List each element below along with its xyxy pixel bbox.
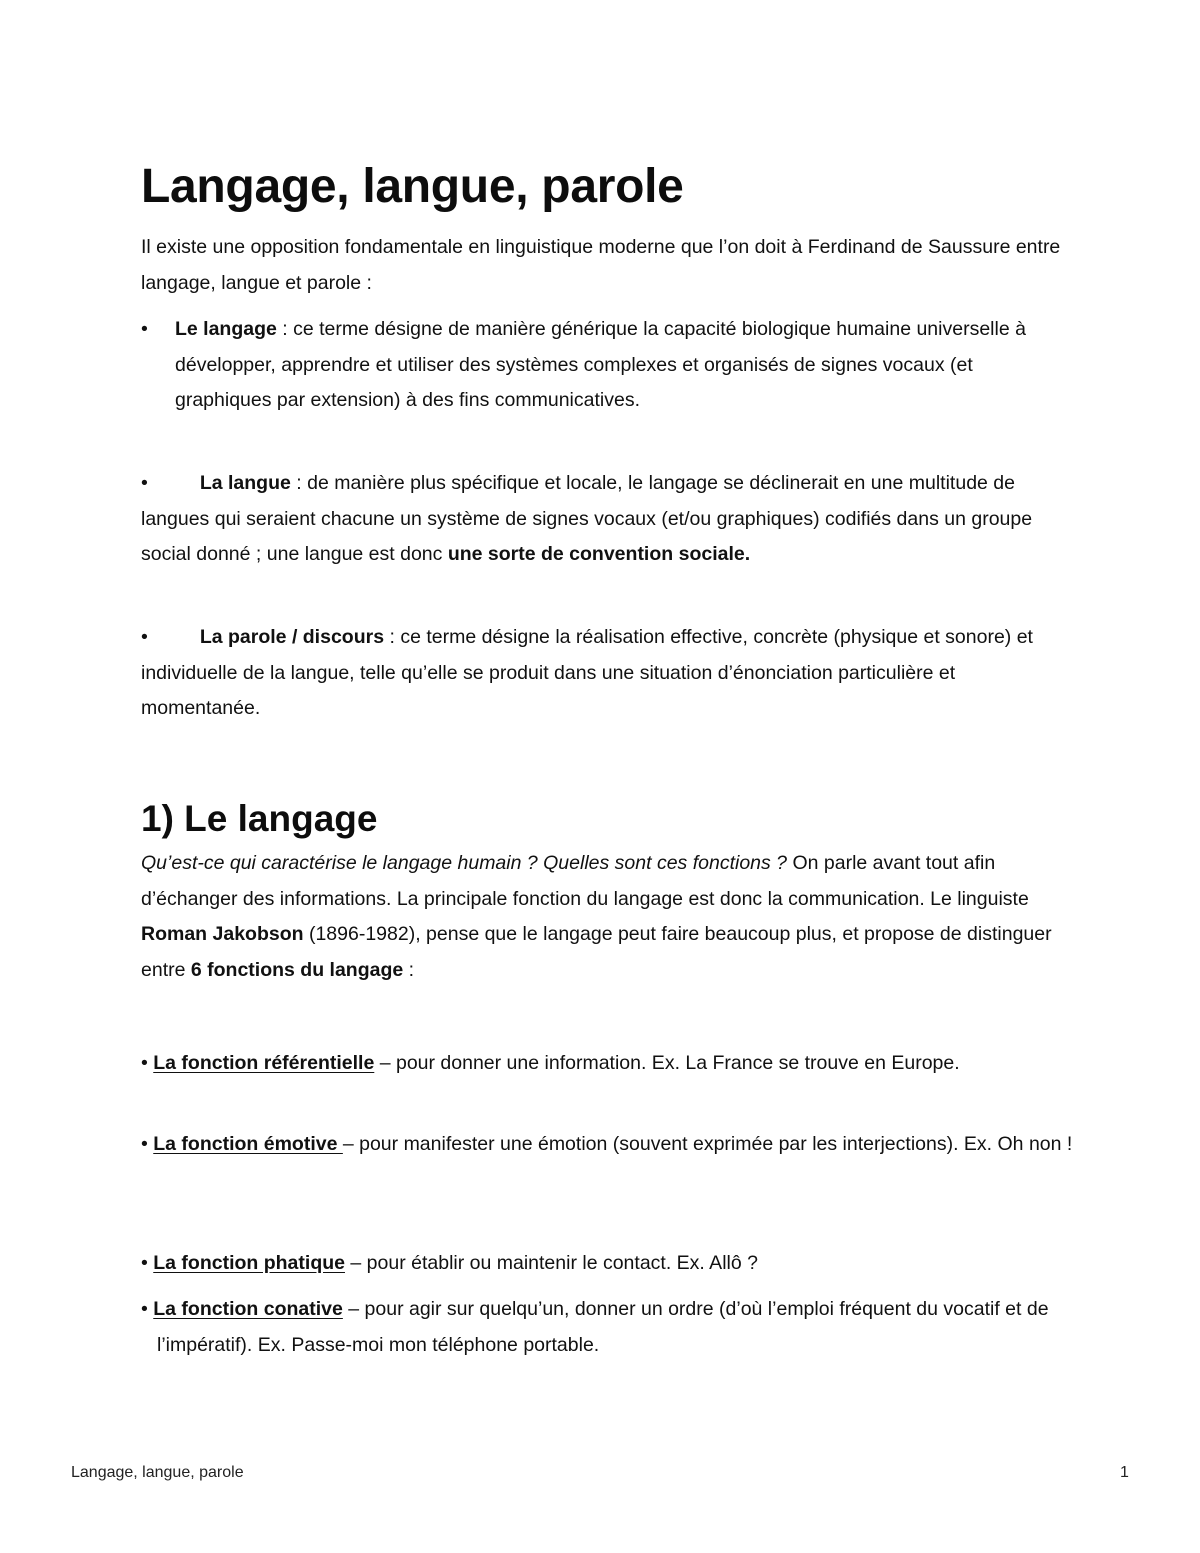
function-item	[141, 1292, 1097, 1363]
function-item	[141, 1246, 1097, 1282]
section-paragraph	[141, 846, 1081, 988]
function-name: La fonction émotive	[153, 1133, 343, 1155]
definition-langue	[141, 466, 1071, 573]
definition-langage-text: : ce terme désigne de manière générique la capacité biologique humaine universelle à développer, apprendre et utiliser des systèmes complexes et organisés de signes vocaux (et graphiques par extension) à des fins communicatives.	[175, 318, 1026, 411]
page-title: Langage, langue, parole	[141, 160, 684, 213]
intro-paragraph: Il existe une opposition fondamentale en linguistique moderne que l’on doit à Ferdinand de Saussure entre langage, langue et parole :	[141, 236, 1061, 294]
section-text-2: (1896-1982), pense que le langage peut faire beaucoup plus, et propose de distinguer entre	[141, 923, 1052, 981]
function-desc: – pour donner une information. Ex. La France se trouve en Europe.	[374, 1052, 960, 1074]
function-item	[141, 1127, 1097, 1163]
term-langue: La langue	[199, 472, 291, 494]
bullet-icon: •	[141, 1133, 148, 1155]
footer-title: Langage, langue, parole	[71, 1464, 244, 1481]
definition-parole-text: : ce terme désigne la réalisation effective, concrète (physique et sonore) et individuelle de la langue, telle qu’elle se produit dans une situation d’énonciation particulière et momentanée.	[141, 626, 1033, 719]
bullet-icon: •	[141, 1298, 148, 1320]
bullet-icon: •	[141, 626, 148, 648]
definition-langue-text: : de manière plus spécifique et locale, le langage se déclinerait en une multitude de langues qui seraient chacune un système de signes vocaux (et/ou graphiques) codifiés dans un groupe social donné ; une langue est donc	[141, 472, 1033, 565]
linguist-name: Roman Jakobson	[141, 923, 304, 945]
term-parole: La parole / discours	[199, 626, 385, 648]
bullet-icon: •	[141, 1252, 148, 1274]
function-name: La fonction phatique	[153, 1252, 345, 1274]
bullet-icon: •	[141, 472, 148, 494]
function-desc: – pour agir sur quelqu’un, donner un ordre (d’où l’emploi fréquent du vocatif et de l’impératif). Ex. Passe-moi mon téléphone portable.	[157, 1298, 1049, 1356]
function-count: 6 fonctions du langage	[190, 958, 404, 981]
function-desc: – pour manifester une émotion (souvent exprimée par les interjections). Ex. Oh non !	[342, 1133, 1073, 1155]
emphasis-convention: une sorte de convention sociale.	[447, 543, 751, 565]
function-name: La fonction conative	[153, 1298, 343, 1320]
bullet-icon: •	[141, 1052, 148, 1074]
page-number: 1	[1120, 1464, 1129, 1481]
function-item	[141, 1046, 1097, 1082]
section-text-1: On parle avant tout afin d’échanger des informations. La principale fonction du langage est donc la communication. Le linguiste	[141, 852, 1029, 910]
section-question: Qu’est-ce qui caractérise le langage humain ? Quelles sont ces fonctions ?	[141, 852, 788, 874]
function-desc: – pour établir ou maintenir le contact. Ex. Allô ?	[344, 1252, 758, 1274]
term-langage: Le langage	[175, 318, 277, 340]
definition-langage	[175, 312, 1055, 419]
section-text-3: :	[403, 958, 415, 981]
definition-parole	[141, 620, 1071, 727]
bullet-icon: •	[141, 318, 148, 340]
function-name: La fonction référentielle	[153, 1052, 375, 1074]
section-heading: 1) Le langage	[141, 798, 378, 839]
